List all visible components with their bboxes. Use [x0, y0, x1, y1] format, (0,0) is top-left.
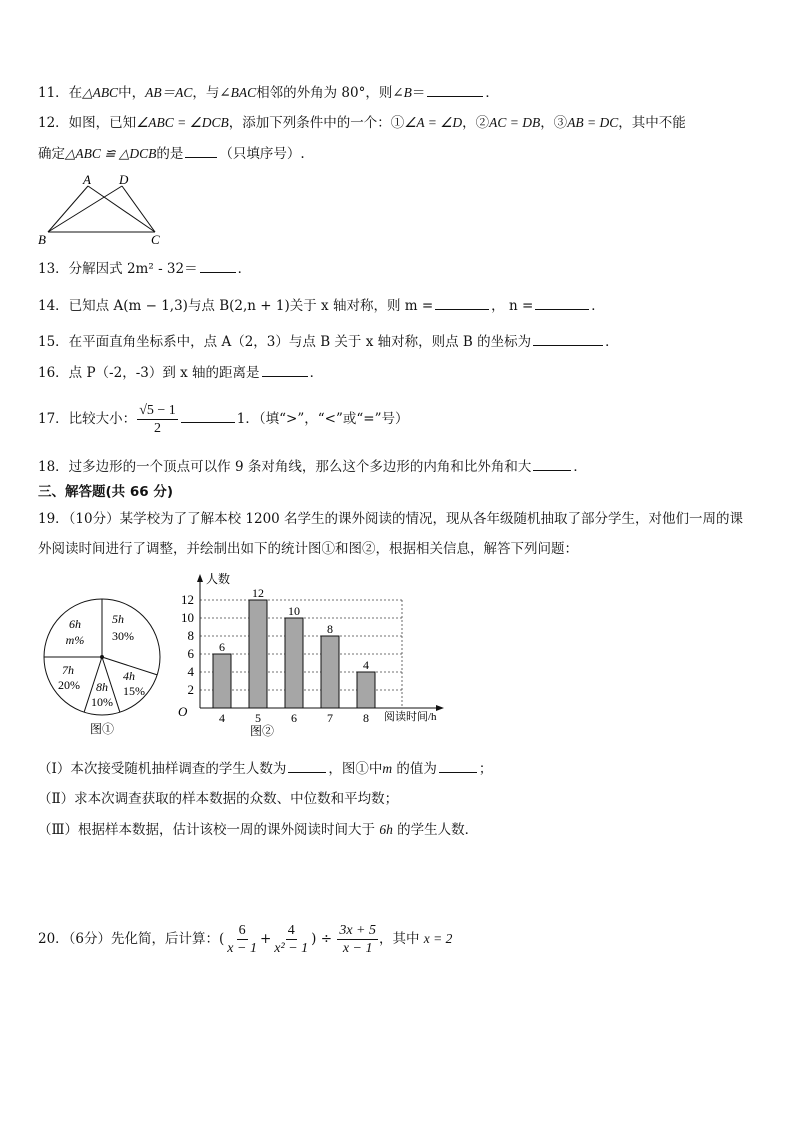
question-12-line1: 12．如图，已知∠ABC = ∠DCB，添加下列条件中的一个：①∠A = ∠D，②AC = DB，③AB = DC，其中不能 — [38, 115, 686, 131]
answer-blank[interactable] — [185, 143, 217, 158]
y-axis-label: 人数 — [206, 572, 231, 586]
pie-label-7h: 7h — [62, 663, 74, 677]
x-tick-label: 8 — [363, 711, 369, 725]
answer-blank-m[interactable] — [435, 295, 489, 310]
y-tick-label: 2 — [187, 682, 194, 697]
y-tick-label: 4 — [187, 664, 194, 679]
question-12-line2: 确定△ABC ≌ △DCB的是 （只填序号）. — [38, 143, 305, 164]
question-19-part1: （Ⅰ）本次接受随机抽样调查的学生人数为 ，图①中m 的值为 ； — [38, 758, 492, 779]
bar-value-label: 10 — [288, 604, 300, 618]
y-tick-label: 12 — [181, 592, 194, 607]
question-19-part2: （Ⅱ）求本次调查获取的样本数据的众数、中位数和平均数； — [38, 791, 399, 807]
pie-chart — [30, 590, 170, 740]
triangle-figure — [30, 170, 180, 250]
answer-blank-n[interactable] — [535, 295, 589, 310]
answer-blank-m[interactable] — [439, 758, 477, 773]
segment-ba — [48, 186, 88, 232]
segment-bd — [48, 186, 122, 232]
question-11: 11．在△ABC中，AB＝AC，与∠BAC相邻的外角为 80°，则∠B＝ ． — [38, 82, 499, 103]
question-19-part3: （Ⅲ）根据样本数据，估计该校一周的课外阅读时间大于 6h 的学生人数． — [38, 822, 479, 838]
y-tick-label: 8 — [187, 628, 194, 643]
pie-center — [100, 655, 104, 659]
answer-blank-count[interactable] — [288, 758, 326, 773]
pie-pct-8h: 10% — [91, 695, 113, 709]
vertex-label-d: D — [119, 172, 129, 187]
pie-label-4h: 4h — [123, 669, 135, 683]
x-tick-label: 5 — [255, 711, 261, 725]
segment-dc — [122, 186, 155, 232]
x-tick-label: 6 — [291, 711, 297, 725]
bar-chart — [170, 570, 460, 745]
fraction-sqrt5: $\frac{√5 - 1}{2}$ — [139, 403, 176, 436]
answer-blank[interactable] — [200, 258, 236, 273]
question-13: 13．分解因式 2m² - 32＝ ． — [38, 258, 251, 279]
fraction-1: $\frac{6}{x - 1}$ — [227, 923, 257, 956]
answer-blank[interactable] — [533, 456, 571, 471]
bar — [285, 618, 303, 708]
question-19-line1: 19．（10分）某学校为了了解本校 1200 名学生的课外阅读的情况，现从各年级随机抽取了部分学生，对他们一周的课 — [38, 511, 744, 527]
pie-label-5h: 5h — [112, 612, 124, 626]
x-tick-label: 4 — [219, 711, 225, 725]
x-axis-label: 阅读时间/h — [384, 711, 437, 723]
y-tick-label: 6 — [187, 646, 194, 661]
bar-caption: 图② — [249, 724, 275, 738]
question-20: 20．（6分）先化简，后计算：( $\frac{6}{x - 1}$ + $\frac{4}{\text{x² − 1}}$ ) ÷ $\frac{3x + 5}{x - 1}$ ，其中 x = 2 — [38, 923, 453, 956]
bar-value-label: 6 — [219, 640, 225, 654]
answer-blank[interactable] — [262, 362, 308, 377]
pie-caption: 图① — [89, 722, 115, 736]
y-tick-label: 10 — [181, 610, 194, 625]
answer-blank[interactable] — [427, 82, 483, 97]
question-18: 18．过多边形的一个顶点可以作 9 条对角线，那么这个多边形的内角和比外角和大 ． — [38, 456, 587, 477]
segment-ac — [88, 186, 155, 232]
bar — [357, 672, 375, 708]
pie-label-8h: 8h — [96, 680, 108, 694]
pie-pct-5h: 30% — [112, 629, 134, 643]
bar-value-label: 8 — [327, 622, 333, 636]
vertex-label-b: B — [38, 232, 46, 247]
x-axis-arrow — [436, 705, 444, 711]
origin-label: O — [178, 704, 188, 719]
question-19-line2: 外阅读时间进行了调整，并绘制出如下的统计图①和图②，根据相关信息，解答下列问题： — [38, 541, 578, 557]
fraction-2: $\frac{4}{\text{x² − 1}}$ — [274, 923, 309, 956]
pie-label-6h: 6h — [69, 617, 81, 631]
pie-pct-4h: 15% — [123, 684, 145, 698]
bar-value-label: 4 — [363, 658, 369, 672]
question-16: 16．点 P（-2，-3）到 x 轴的距离是 ． — [38, 362, 323, 383]
bar — [321, 636, 339, 708]
y-axis-arrow — [197, 574, 203, 582]
vertex-label-a: A — [83, 172, 91, 187]
fraction-3: $\frac{3x + 5}{x - 1}$ — [339, 923, 376, 956]
bar-value-label: 12 — [252, 586, 264, 600]
bar — [249, 600, 267, 708]
section-heading: 三、解答题(共 66 分) — [38, 484, 174, 500]
question-17: 17．比较大小： $\frac{√5 - 1}{2}$ 1．（填“>”，“<”或“=”号） — [38, 403, 409, 436]
question-14: 14．已知点 A(m − 1,3)与点 B(2,n + 1)关于 x 轴对称，则 m = ， n = ． — [38, 295, 605, 316]
bar — [213, 654, 231, 708]
question-15: 15．在平面直角坐标系中，点 A（2，3）与点 B 关于 x 轴对称，则点 B 的坐标为 ． — [38, 331, 619, 352]
answer-blank[interactable] — [181, 408, 235, 423]
x-tick-label: 7 — [327, 711, 333, 725]
pie-pct-7h: 20% — [58, 678, 80, 692]
answer-blank[interactable] — [533, 331, 603, 346]
pie-pct-6h: m% — [65, 633, 85, 647]
vertex-label-c: C — [151, 232, 160, 247]
